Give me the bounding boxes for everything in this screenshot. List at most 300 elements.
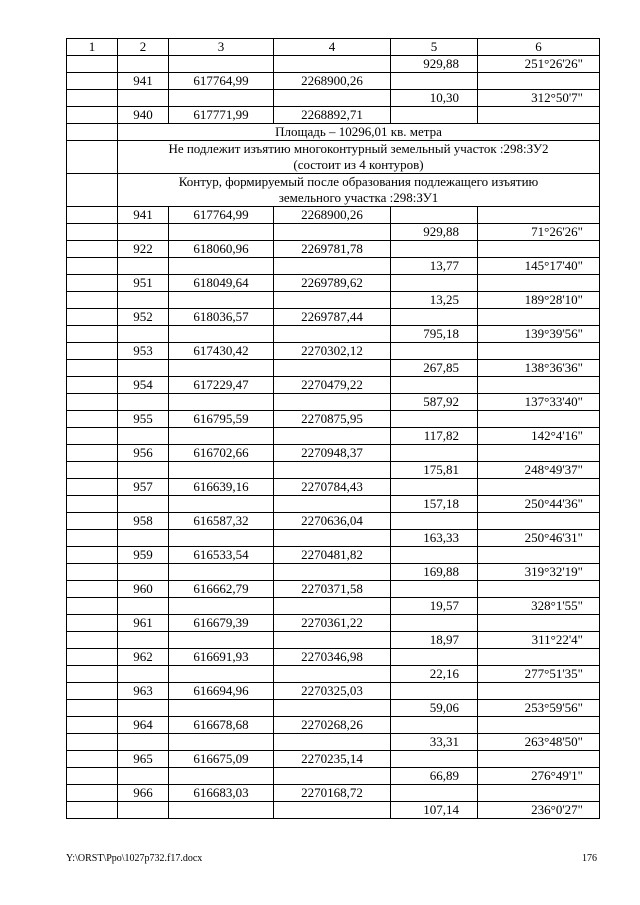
not-subject-text <box>118 141 600 174</box>
empty-cell <box>67 360 118 377</box>
empty-cell <box>274 700 391 717</box>
table-row <box>67 309 600 326</box>
table-row <box>67 581 600 598</box>
x-coordinate-cell: 618049,64 <box>169 275 274 292</box>
empty-cell <box>67 768 118 785</box>
y-coordinate-cell: 2268900,26 <box>274 207 391 224</box>
table-row <box>67 564 600 581</box>
y-coordinate-cell: 2270784,43 <box>274 479 391 496</box>
distance-cell: 267,85 <box>391 360 478 377</box>
x-coordinate-cell: 616694,96 <box>169 683 274 700</box>
table-row <box>67 445 600 462</box>
point-number-cell: 922 <box>118 241 169 258</box>
table-row <box>67 530 600 547</box>
point-number-cell: 958 <box>118 513 169 530</box>
empty-cell <box>169 428 274 445</box>
table-row <box>67 258 600 275</box>
empty-cell <box>391 785 478 802</box>
empty-cell <box>274 530 391 547</box>
table-row <box>67 394 600 411</box>
empty-cell <box>478 241 600 258</box>
empty-cell <box>274 224 391 241</box>
empty-cell <box>118 56 169 73</box>
empty-cell <box>67 666 118 683</box>
point-number-cell: 956 <box>118 445 169 462</box>
empty-cell <box>67 292 118 309</box>
point-number-cell: 955 <box>118 411 169 428</box>
point-number-cell: 963 <box>118 683 169 700</box>
angle-cell: 248°49'37" <box>478 462 600 479</box>
table-row <box>67 411 600 428</box>
distance-cell: 18,97 <box>391 632 478 649</box>
angle-cell: 319°32'19" <box>478 564 600 581</box>
point-number-cell: 952 <box>118 309 169 326</box>
empty-cell <box>391 615 478 632</box>
empty-cell <box>274 292 391 309</box>
empty-cell <box>67 174 118 207</box>
table-row <box>67 785 600 802</box>
empty-cell <box>67 377 118 394</box>
y-coordinate-cell: 2270875,95 <box>274 411 391 428</box>
empty-cell <box>478 649 600 666</box>
empty-cell <box>118 224 169 241</box>
empty-cell <box>274 360 391 377</box>
empty-cell <box>274 734 391 751</box>
x-coordinate-cell: 617771,99 <box>169 107 274 124</box>
empty-cell <box>391 207 478 224</box>
table-row <box>67 326 600 343</box>
empty-cell <box>169 564 274 581</box>
empty-cell <box>67 785 118 802</box>
empty-cell <box>391 513 478 530</box>
empty-cell <box>67 224 118 241</box>
not-subject-line1: Не подлежит изъятию многоконтурный земельный участок :298:ЗУ2 <box>168 141 549 156</box>
footer-page-number: 176 <box>582 853 597 864</box>
y-coordinate-cell: 2270346,98 <box>274 649 391 666</box>
table-row <box>67 56 600 73</box>
empty-cell <box>118 598 169 615</box>
empty-cell <box>118 360 169 377</box>
empty-cell <box>169 802 274 819</box>
empty-cell <box>391 377 478 394</box>
distance-cell: 13,77 <box>391 258 478 275</box>
empty-cell <box>67 700 118 717</box>
angle-cell: 145°17'40" <box>478 258 600 275</box>
angle-cell: 251°26'26" <box>478 56 600 73</box>
table-row <box>67 343 600 360</box>
empty-cell <box>67 717 118 734</box>
distance-cell: 107,14 <box>391 802 478 819</box>
distance-cell: 587,92 <box>391 394 478 411</box>
empty-cell <box>118 564 169 581</box>
table-row <box>67 224 600 241</box>
empty-cell <box>169 326 274 343</box>
y-coordinate-cell: 2270636,04 <box>274 513 391 530</box>
empty-cell <box>391 309 478 326</box>
empty-cell <box>169 632 274 649</box>
contour-row <box>67 174 600 207</box>
empty-cell <box>274 802 391 819</box>
table-row <box>67 717 600 734</box>
empty-cell <box>67 207 118 224</box>
empty-cell <box>67 326 118 343</box>
empty-cell <box>118 292 169 309</box>
point-number-cell: 961 <box>118 615 169 632</box>
not-subject-line2: (состоит из 4 контуров) <box>293 157 424 172</box>
y-coordinate-cell: 2270268,26 <box>274 717 391 734</box>
y-coordinate-cell: 2270371,58 <box>274 581 391 598</box>
empty-cell <box>169 768 274 785</box>
empty-cell <box>391 581 478 598</box>
table-row <box>67 547 600 564</box>
empty-cell <box>478 547 600 564</box>
empty-cell <box>67 124 118 141</box>
coordinates-table <box>66 38 600 819</box>
table-row <box>67 632 600 649</box>
distance-cell: 175,81 <box>391 462 478 479</box>
empty-cell <box>67 445 118 462</box>
header-cell: 6 <box>478 39 600 56</box>
empty-cell <box>274 90 391 107</box>
empty-cell <box>118 666 169 683</box>
table-row <box>67 768 600 785</box>
empty-cell <box>67 90 118 107</box>
header-cell: 5 <box>391 39 478 56</box>
empty-cell <box>391 751 478 768</box>
y-coordinate-cell: 2268900,26 <box>274 73 391 90</box>
empty-cell <box>274 326 391 343</box>
empty-cell <box>274 496 391 513</box>
footer-file-path: Y:\ORST\Ppo\1027p732.f17.docx <box>66 853 203 864</box>
point-number-cell: 951 <box>118 275 169 292</box>
table-row <box>67 598 600 615</box>
point-number-cell: 964 <box>118 717 169 734</box>
header-row <box>67 39 600 56</box>
empty-cell <box>169 258 274 275</box>
angle-cell: 139°39'56" <box>478 326 600 343</box>
angle-cell: 328°1'55" <box>478 598 600 615</box>
x-coordinate-cell: 617430,42 <box>169 343 274 360</box>
empty-cell <box>118 802 169 819</box>
empty-cell <box>391 479 478 496</box>
distance-cell: 19,57 <box>391 598 478 615</box>
x-coordinate-cell: 618060,96 <box>169 241 274 258</box>
empty-cell <box>67 751 118 768</box>
distance-cell: 169,88 <box>391 564 478 581</box>
x-coordinate-cell: 616678,68 <box>169 717 274 734</box>
empty-cell <box>391 343 478 360</box>
angle-cell: 189°28'10" <box>478 292 600 309</box>
point-number-cell: 959 <box>118 547 169 564</box>
y-coordinate-cell: 2269789,62 <box>274 275 391 292</box>
distance-cell: 59,06 <box>391 700 478 717</box>
empty-cell <box>274 666 391 683</box>
empty-cell <box>391 107 478 124</box>
empty-cell <box>67 530 118 547</box>
table-row <box>67 649 600 666</box>
angle-cell: 312°50'7" <box>478 90 600 107</box>
x-coordinate-cell: 616702,66 <box>169 445 274 462</box>
empty-cell <box>391 683 478 700</box>
point-number-cell: 965 <box>118 751 169 768</box>
empty-cell <box>274 394 391 411</box>
empty-cell <box>118 530 169 547</box>
empty-cell <box>169 734 274 751</box>
y-coordinate-cell: 2270235,14 <box>274 751 391 768</box>
empty-cell <box>391 717 478 734</box>
empty-cell <box>118 90 169 107</box>
empty-cell <box>274 632 391 649</box>
point-number-cell: 957 <box>118 479 169 496</box>
table-row <box>67 360 600 377</box>
document-page <box>66 38 599 819</box>
x-coordinate-cell: 616639,16 <box>169 479 274 496</box>
y-coordinate-cell: 2270325,03 <box>274 683 391 700</box>
table-row <box>67 496 600 513</box>
y-coordinate-cell: 2270948,37 <box>274 445 391 462</box>
empty-cell <box>274 462 391 479</box>
contour-line2: земельного участка :298:ЗУ1 <box>278 190 439 205</box>
point-number-cell: 960 <box>118 581 169 598</box>
empty-cell <box>391 445 478 462</box>
point-number-cell: 954 <box>118 377 169 394</box>
table-row <box>67 734 600 751</box>
point-number-cell: 941 <box>118 73 169 90</box>
empty-cell <box>478 411 600 428</box>
header-cell: 2 <box>118 39 169 56</box>
empty-cell <box>67 513 118 530</box>
angle-cell: 276°49'1" <box>478 768 600 785</box>
empty-cell <box>67 275 118 292</box>
empty-cell <box>478 717 600 734</box>
header-cell: 1 <box>67 39 118 56</box>
empty-cell <box>67 802 118 819</box>
empty-cell <box>169 360 274 377</box>
header-cell: 3 <box>169 39 274 56</box>
empty-cell <box>478 785 600 802</box>
empty-cell <box>169 90 274 107</box>
point-number-cell: 966 <box>118 785 169 802</box>
empty-cell <box>67 56 118 73</box>
empty-cell <box>391 547 478 564</box>
table-row <box>67 700 600 717</box>
distance-cell: 10,30 <box>391 90 478 107</box>
empty-cell <box>118 768 169 785</box>
distance-cell: 22,16 <box>391 666 478 683</box>
distance-cell: 13,25 <box>391 292 478 309</box>
empty-cell <box>391 275 478 292</box>
empty-cell <box>391 411 478 428</box>
empty-cell <box>478 479 600 496</box>
empty-cell <box>391 241 478 258</box>
area-text: Площадь – 10296,01 кв. метра <box>118 124 600 141</box>
empty-cell <box>478 207 600 224</box>
empty-cell <box>478 107 600 124</box>
empty-cell <box>169 530 274 547</box>
empty-cell <box>274 258 391 275</box>
not-subject-row <box>67 141 600 174</box>
angle-cell: 138°36'36" <box>478 360 600 377</box>
empty-cell <box>169 462 274 479</box>
x-coordinate-cell: 616691,93 <box>169 649 274 666</box>
empty-cell <box>67 632 118 649</box>
empty-cell <box>478 343 600 360</box>
empty-cell <box>67 73 118 90</box>
empty-cell <box>274 768 391 785</box>
empty-cell <box>67 581 118 598</box>
empty-cell <box>67 394 118 411</box>
empty-cell <box>478 513 600 530</box>
y-coordinate-cell: 2270361,22 <box>274 615 391 632</box>
empty-cell <box>67 734 118 751</box>
angle-cell: 71°26'26" <box>478 224 600 241</box>
x-coordinate-cell: 616795,59 <box>169 411 274 428</box>
table-row <box>67 241 600 258</box>
angle-cell: 253°59'56" <box>478 700 600 717</box>
x-coordinate-cell: 616533,54 <box>169 547 274 564</box>
table-row <box>67 275 600 292</box>
table-row <box>67 683 600 700</box>
empty-cell <box>478 73 600 90</box>
empty-cell <box>118 258 169 275</box>
empty-cell <box>478 615 600 632</box>
contour-line1: Контур, формируемый после образования подлежащего изъятию <box>178 174 539 189</box>
empty-cell <box>67 649 118 666</box>
table-row <box>67 615 600 632</box>
empty-cell <box>67 564 118 581</box>
empty-cell <box>67 462 118 479</box>
angle-cell: 311°22'4" <box>478 632 600 649</box>
angle-cell: 277°51'35" <box>478 666 600 683</box>
x-coordinate-cell: 618036,57 <box>169 309 274 326</box>
empty-cell <box>118 496 169 513</box>
empty-cell <box>169 224 274 241</box>
x-coordinate-cell: 616683,03 <box>169 785 274 802</box>
x-coordinate-cell: 616662,79 <box>169 581 274 598</box>
empty-cell <box>67 547 118 564</box>
empty-cell <box>67 141 118 174</box>
empty-cell <box>67 343 118 360</box>
empty-cell <box>118 632 169 649</box>
distance-cell: 66,89 <box>391 768 478 785</box>
table-row <box>67 666 600 683</box>
empty-cell <box>274 56 391 73</box>
empty-cell <box>391 649 478 666</box>
y-coordinate-cell: 2270481,82 <box>274 547 391 564</box>
empty-cell <box>118 700 169 717</box>
empty-cell <box>169 700 274 717</box>
empty-cell <box>169 56 274 73</box>
table-row <box>67 90 600 107</box>
angle-cell: 137°33'40" <box>478 394 600 411</box>
x-coordinate-cell: 616587,32 <box>169 513 274 530</box>
table-row <box>67 73 600 90</box>
empty-cell <box>391 73 478 90</box>
table-row <box>67 513 600 530</box>
area-row <box>67 124 600 141</box>
x-coordinate-cell: 617229,47 <box>169 377 274 394</box>
y-coordinate-cell: 2270479,22 <box>274 377 391 394</box>
angle-cell: 250°46'31" <box>478 530 600 547</box>
x-coordinate-cell: 617764,99 <box>169 73 274 90</box>
empty-cell <box>274 428 391 445</box>
empty-cell <box>478 275 600 292</box>
point-number-cell: 941 <box>118 207 169 224</box>
empty-cell <box>169 292 274 309</box>
empty-cell <box>67 107 118 124</box>
angle-cell: 263°48'50" <box>478 734 600 751</box>
empty-cell <box>478 377 600 394</box>
empty-cell <box>169 394 274 411</box>
angle-cell: 236°0'27" <box>478 802 600 819</box>
header-cell: 4 <box>274 39 391 56</box>
empty-cell <box>478 309 600 326</box>
empty-cell <box>169 666 274 683</box>
angle-cell: 142°4'16" <box>478 428 600 445</box>
distance-cell: 929,88 <box>391 224 478 241</box>
y-coordinate-cell: 2268892,71 <box>274 107 391 124</box>
empty-cell <box>67 598 118 615</box>
empty-cell <box>67 496 118 513</box>
empty-cell <box>67 428 118 445</box>
y-coordinate-cell: 2270302,12 <box>274 343 391 360</box>
empty-cell <box>118 394 169 411</box>
angle-cell: 250°44'36" <box>478 496 600 513</box>
empty-cell <box>67 683 118 700</box>
contour-text <box>118 174 600 207</box>
empty-cell <box>478 581 600 598</box>
x-coordinate-cell: 616679,39 <box>169 615 274 632</box>
empty-cell <box>67 241 118 258</box>
table-row <box>67 462 600 479</box>
empty-cell <box>478 751 600 768</box>
empty-cell <box>67 479 118 496</box>
empty-cell <box>118 428 169 445</box>
empty-cell <box>67 309 118 326</box>
distance-cell: 33,31 <box>391 734 478 751</box>
empty-cell <box>118 326 169 343</box>
distance-cell: 929,88 <box>391 56 478 73</box>
table-row <box>67 428 600 445</box>
empty-cell <box>169 598 274 615</box>
table-row <box>67 292 600 309</box>
distance-cell: 157,18 <box>391 496 478 513</box>
empty-cell <box>67 615 118 632</box>
x-coordinate-cell: 616675,09 <box>169 751 274 768</box>
y-coordinate-cell: 2269781,78 <box>274 241 391 258</box>
point-number-cell: 940 <box>118 107 169 124</box>
distance-cell: 117,82 <box>391 428 478 445</box>
point-number-cell: 953 <box>118 343 169 360</box>
table-row <box>67 479 600 496</box>
x-coordinate-cell: 617764,99 <box>169 207 274 224</box>
y-coordinate-cell: 2269787,44 <box>274 309 391 326</box>
table-row <box>67 107 600 124</box>
empty-cell <box>169 496 274 513</box>
table-row <box>67 751 600 768</box>
distance-cell: 163,33 <box>391 530 478 547</box>
table-row <box>67 377 600 394</box>
point-number-cell: 962 <box>118 649 169 666</box>
distance-cell: 795,18 <box>391 326 478 343</box>
empty-cell <box>478 683 600 700</box>
empty-cell <box>274 598 391 615</box>
table-row <box>67 207 600 224</box>
empty-cell <box>118 462 169 479</box>
table-row <box>67 802 600 819</box>
empty-cell <box>274 564 391 581</box>
empty-cell <box>478 445 600 462</box>
